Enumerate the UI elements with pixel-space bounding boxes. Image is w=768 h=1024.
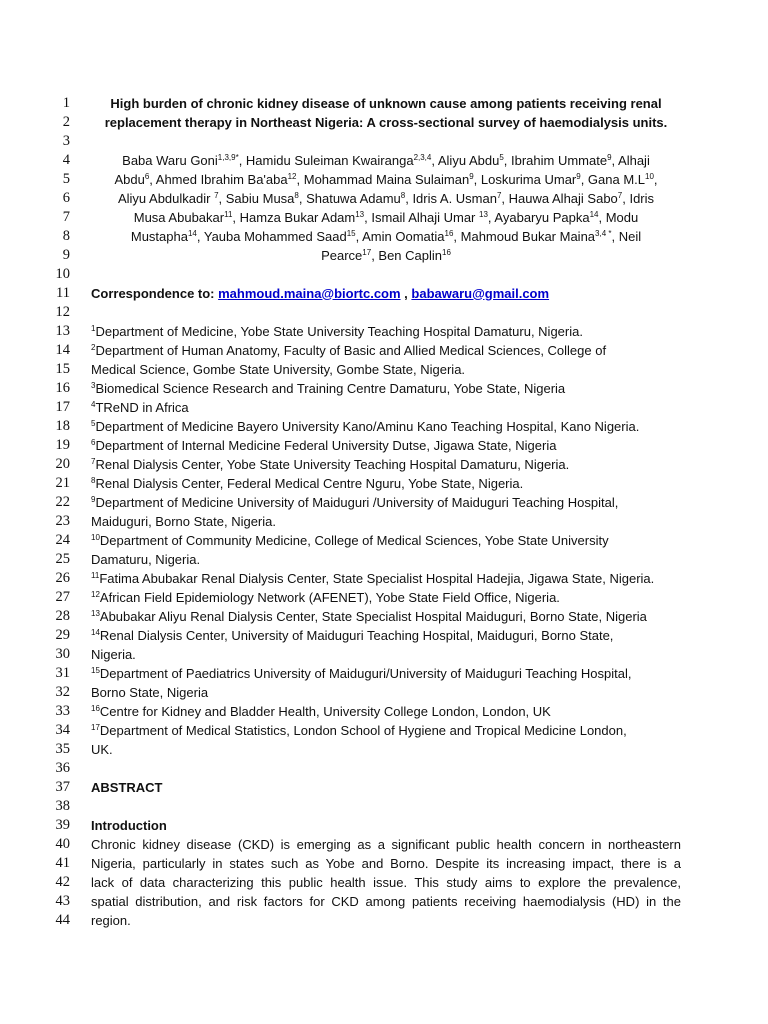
- line-number: 20: [55, 455, 70, 472]
- text-run: Nigeria.: [91, 646, 136, 662]
- line-text: [91, 208, 681, 227]
- line-number: 12: [55, 303, 70, 320]
- text-run: Pearce: [321, 247, 363, 263]
- line-number: 26: [55, 569, 70, 586]
- line-number: 31: [55, 664, 70, 681]
- line-text: [91, 379, 681, 398]
- line-text: [91, 512, 681, 531]
- text-run: Maiduguri, Borno State, Nigeria.: [91, 513, 276, 529]
- affiliation-superscript: 9: [576, 171, 581, 181]
- text-run: Musa Abubakar: [133, 209, 225, 225]
- line-number: 40: [55, 835, 70, 852]
- manuscript-line: [0, 379, 768, 398]
- text-run: Biomedical Science Research and Training Centre Damaturu, Yobe State, Nigeria: [95, 380, 566, 396]
- line-text: [91, 474, 681, 493]
- text-run: , Yauba Mohammed Saad: [196, 228, 347, 244]
- text-run: , Ismail Alhaji Umar: [364, 209, 480, 225]
- text-run: Chronic kidney disease (CKD) is emerging as a significant public health concern in northeastern: [91, 836, 681, 852]
- line-number: 34: [55, 721, 70, 738]
- affiliation-superscript: 8: [294, 190, 299, 200]
- manuscript-line: [0, 664, 768, 683]
- manuscript-line: [0, 132, 768, 151]
- manuscript-line: [0, 797, 768, 816]
- text-run: , Modu: [598, 209, 639, 225]
- text-run: Introduction: [91, 817, 167, 833]
- line-number: 24: [55, 531, 70, 548]
- line-number: 22: [55, 493, 70, 510]
- affiliation-superscript: 5: [91, 418, 96, 428]
- line-number: 41: [55, 854, 70, 871]
- manuscript-line: [0, 550, 768, 569]
- affiliation-superscript: 9: [91, 494, 96, 504]
- line-number: 39: [55, 816, 70, 833]
- line-number: 25: [55, 550, 70, 567]
- manuscript-line: [0, 569, 768, 588]
- line-text: [91, 607, 681, 626]
- text-run: Department of Human Anatomy, Faculty of Basic and Allied Medical Sciences, College of: [95, 342, 607, 358]
- line-text: [91, 550, 681, 569]
- line-text: [91, 588, 681, 607]
- line-number: 3: [62, 132, 70, 149]
- text-run: , Mohammad Maina Sulaiman: [296, 171, 470, 187]
- affiliation-superscript: 13: [355, 209, 365, 219]
- affiliation-superscript: 12: [287, 171, 297, 181]
- manuscript-line: [0, 702, 768, 721]
- text-run: Department of Medicine, Yobe State University Teaching Hospital Damaturu, Nigeria.: [95, 323, 583, 339]
- manuscript-line: [0, 151, 768, 170]
- line-number: 19: [55, 436, 70, 453]
- text-run: Abubakar Aliyu Renal Dialysis Center, State Specialist Hospital Maiduguri, Borno State, Nigeria: [99, 608, 647, 624]
- manuscript-line: [0, 493, 768, 512]
- text-run: Department of Community Medicine, College of Medical Sciences, Yobe State University: [99, 532, 609, 548]
- affiliation-superscript: 5: [499, 152, 504, 162]
- text-run: Medical Science, Gombe State University, Gombe State, Nigeria.: [91, 361, 466, 377]
- affiliation-superscript: 16: [444, 228, 454, 238]
- manuscript-line: [0, 436, 768, 455]
- manuscript-line: [0, 607, 768, 626]
- text-run: lack of data characterizing this public health issue. This study aims to explore the prevalence,: [91, 874, 681, 890]
- manuscript-line: [0, 208, 768, 227]
- affiliation-superscript: 14: [589, 209, 599, 219]
- text-run: , Neil: [611, 228, 642, 244]
- line-number: 15: [55, 360, 70, 377]
- manuscript-line: [0, 170, 768, 189]
- line-text: [91, 189, 681, 208]
- text-run: Department of Medicine University of Maiduguri /University of Maiduguri Teaching Hospital,: [95, 494, 619, 510]
- line-text: [91, 436, 681, 455]
- line-number: 11: [56, 284, 70, 301]
- line-number: 23: [55, 512, 70, 529]
- line-number: 21: [55, 474, 70, 491]
- affiliation-superscript: 3: [91, 380, 96, 390]
- affiliation-superscript: 10: [645, 171, 654, 181]
- manuscript-line: [0, 911, 768, 930]
- manuscript-line: [0, 759, 768, 778]
- manuscript-line: [0, 835, 768, 854]
- text-run: Baba Waru Goni: [122, 152, 218, 168]
- affiliation-superscript: 15: [346, 228, 356, 238]
- line-number: 2: [62, 113, 70, 130]
- line-number: 27: [55, 588, 70, 605]
- affiliation-superscript: 7: [496, 190, 502, 200]
- manuscript-line: [0, 341, 768, 360]
- text-run: Department of Medical Statistics, London School of Hygiene and Tropical Medicine London,: [99, 722, 627, 738]
- text-run: replacement therapy in Northeast Nigeria: A cross-sectional survey of haemodialysis units.: [104, 114, 668, 130]
- line-text: [91, 455, 681, 474]
- line-text: [91, 778, 681, 797]
- text-run: Aliyu Abdulkadir: [117, 190, 215, 206]
- affiliation-superscript: 4: [91, 399, 96, 409]
- text-run: , Idris A. Usman: [405, 190, 497, 206]
- line-number: 43: [55, 892, 70, 909]
- line-text: [91, 170, 681, 189]
- affiliation-superscript: 2,3,4: [413, 152, 432, 162]
- text-run: , Ahmed Ibrahim Ba'aba: [149, 171, 288, 187]
- text-run: Department of Internal Medicine Federal University Dutse, Jigawa State, Nigeria: [95, 437, 557, 453]
- affiliation-superscript: 6: [91, 437, 96, 447]
- text-run: , Hamza Bukar Adam: [232, 209, 356, 225]
- line-number: 5: [62, 170, 70, 187]
- line-text: [91, 227, 681, 246]
- text-run: Renal Dialysis Center, Federal Medical Centre Nguru, Yobe State, Nigeria.: [95, 475, 524, 491]
- line-text: [91, 645, 681, 664]
- affiliation-superscript: 9: [607, 152, 612, 162]
- line-text: [91, 816, 681, 835]
- line-number: 38: [55, 797, 70, 814]
- affiliation-superscript: 7: [91, 456, 96, 466]
- manuscript-line: [0, 683, 768, 702]
- line-text: [91, 702, 681, 721]
- line-number: 9: [62, 246, 70, 263]
- line-text: [91, 569, 681, 588]
- text-run: Department of Medicine Bayero University Kano/Aminu Kano Teaching Hospital, Kano Nigeria.: [95, 418, 640, 434]
- line-number: 30: [55, 645, 70, 662]
- line-number: 13: [55, 322, 70, 339]
- affiliation-superscript: 1: [91, 323, 96, 333]
- manuscript-line: [0, 512, 768, 531]
- text-run: Fatima Abubakar Renal Dialysis Center, State Specialist Hospital Hadejia, Jigawa State, Nigeria.: [99, 570, 655, 586]
- line-number: 10: [55, 265, 70, 282]
- text-run: Nigeria, particularly in states such as Yobe and Borno. Despite its increasing impact, there is a: [91, 855, 681, 871]
- line-number: 4: [62, 151, 70, 168]
- text-run: UK.: [91, 741, 113, 757]
- affiliation-superscript: 13: [479, 209, 488, 219]
- line-text: [91, 341, 681, 360]
- text-run: Damaturu, Nigeria.: [91, 551, 201, 567]
- text-run: Mustapha: [130, 228, 188, 244]
- manuscript-line: [0, 360, 768, 379]
- text-run: ,: [653, 171, 658, 187]
- text-run: Renal Dialysis Center, University of Maiduguri Teaching Hospital, Maiduguri, Borno State,: [99, 627, 614, 643]
- line-text: [91, 113, 681, 132]
- text-run: , Ben Caplin: [371, 247, 443, 263]
- text-run: region.: [91, 912, 131, 928]
- line-text: [91, 873, 681, 892]
- affiliation-superscript: 8: [400, 190, 406, 200]
- text-run: Department of Paediatrics University of Maiduguri/University of Maiduguri Teaching Hospital,: [99, 665, 632, 681]
- line-text: [91, 284, 681, 303]
- affiliation-superscript: 16: [442, 247, 451, 257]
- manuscript-line: [0, 284, 768, 303]
- affiliation-superscript: 1,3,9*: [217, 152, 239, 162]
- manuscript-line: [0, 417, 768, 436]
- affiliation-superscript: 3,4 *: [595, 228, 612, 238]
- line-number: 14: [55, 341, 70, 358]
- manuscript-line: [0, 778, 768, 797]
- text-run: spatial distribution, and risk factors for CKD among patients receiving haemodialysis (HD) in the: [91, 893, 681, 909]
- text-run: African Field Epidemiology Network (AFENET), Yobe State Field Office, Nigeria.: [99, 589, 560, 605]
- manuscript-line: [0, 740, 768, 759]
- line-number: 33: [55, 702, 70, 719]
- line-text: [91, 322, 681, 341]
- text-run: , Amin Oomatia: [355, 228, 445, 244]
- affiliation-superscript: 7: [617, 190, 623, 200]
- line-number: 44: [55, 911, 70, 928]
- line-text: [91, 360, 681, 379]
- manuscript-line: [0, 322, 768, 341]
- line-text: [91, 721, 681, 740]
- text-run: , Mahmoud Bukar Maina: [453, 228, 596, 244]
- affiliation-superscript: 7: [214, 190, 219, 200]
- text-run: ,: [400, 285, 412, 301]
- line-text: [91, 493, 681, 512]
- affiliation-superscript: 14: [91, 627, 100, 637]
- manuscript-line: [0, 474, 768, 493]
- affiliation-superscript: 11: [224, 209, 233, 219]
- manuscript-line: [0, 227, 768, 246]
- manuscript-line: [0, 626, 768, 645]
- text-run: Renal Dialysis Center, Yobe State University Teaching Hospital Damaturu, Nigeria.: [95, 456, 570, 472]
- line-number: 32: [55, 683, 70, 700]
- manuscript-line: [0, 854, 768, 873]
- line-text: [91, 911, 681, 930]
- text-run: High burden of chronic kidney disease of unknown cause among patients receiving renal: [110, 95, 662, 111]
- text-run: , Shatuwa Adamu: [298, 190, 401, 206]
- manuscript-line: [0, 531, 768, 550]
- affiliation-superscript: 11: [91, 570, 100, 580]
- line-number: 7: [62, 208, 70, 225]
- manuscript-line: [0, 189, 768, 208]
- line-text: [91, 835, 681, 854]
- line-text: [91, 531, 681, 550]
- manuscript-line: [0, 892, 768, 911]
- line-text: [91, 94, 681, 113]
- affiliation-superscript: 9: [469, 171, 474, 181]
- line-text: [91, 398, 681, 417]
- line-number: 1: [62, 94, 70, 111]
- affiliation-superscript: 14: [187, 228, 197, 238]
- line-number: 37: [55, 778, 70, 795]
- text-run: Correspondence to:: [91, 285, 219, 301]
- line-text: [91, 246, 681, 265]
- text-run: , Aliyu Abdu: [431, 152, 500, 168]
- line-number: 17: [55, 398, 70, 415]
- line-text: [91, 417, 681, 436]
- email-link[interactable]: babawaru@gmail.com: [411, 285, 550, 301]
- line-number: 6: [62, 189, 70, 206]
- manuscript-line: [0, 873, 768, 892]
- affiliation-superscript: 10: [91, 532, 100, 542]
- text-run: ABSTRACT: [91, 779, 163, 795]
- affiliation-superscript: 16: [91, 703, 100, 713]
- line-number: 42: [55, 873, 70, 890]
- manuscript-line: [0, 588, 768, 607]
- affiliation-superscript: 15: [91, 665, 100, 675]
- line-number: 8: [62, 227, 70, 244]
- text-run: , Ayabaryu Papka: [487, 209, 590, 225]
- manuscript-line: [0, 265, 768, 284]
- text-run: , Hamidu Suleiman Kwairanga: [238, 152, 414, 168]
- line-text: [91, 626, 681, 645]
- line-text: [91, 683, 681, 702]
- manuscript-line: [0, 246, 768, 265]
- line-text: [91, 892, 681, 911]
- line-number: 36: [55, 759, 70, 776]
- line-number: 35: [55, 740, 70, 757]
- text-run: , Alhaji: [611, 152, 650, 168]
- manuscript-line: [0, 398, 768, 417]
- text-run: Centre for Kidney and Bladder Health, University College London, London, UK: [99, 703, 551, 719]
- affiliation-superscript: 17: [91, 722, 100, 732]
- text-run: Borno State, Nigeria: [91, 684, 209, 700]
- text-run: TReND in Africa: [95, 399, 189, 415]
- affiliation-superscript: 13: [91, 608, 100, 618]
- line-number: 29: [55, 626, 70, 643]
- affiliation-superscript: 12: [91, 589, 100, 599]
- line-text: [91, 740, 681, 759]
- text-run: Abdu: [114, 171, 145, 187]
- line-number: 18: [55, 417, 70, 434]
- manuscript-line: [0, 94, 768, 113]
- affiliation-superscript: 2: [91, 342, 96, 352]
- manuscript-line: [0, 721, 768, 740]
- manuscript-line: [0, 645, 768, 664]
- text-run: , Ibrahim Ummate: [503, 152, 608, 168]
- affiliation-superscript: 6: [144, 171, 150, 181]
- text-run: , Idris: [622, 190, 655, 206]
- line-text: [91, 664, 681, 683]
- line-text: [91, 151, 681, 170]
- affiliation-superscript: 8: [91, 475, 96, 485]
- line-number: 28: [55, 607, 70, 624]
- line-text: [91, 854, 681, 873]
- line-number: 16: [55, 379, 70, 396]
- text-run: , Sabiu Musa: [218, 190, 295, 206]
- manuscript-line: [0, 303, 768, 322]
- affiliation-superscript: 17: [362, 247, 372, 257]
- text-run: , Gana M.L: [580, 171, 646, 187]
- manuscript-line: [0, 455, 768, 474]
- text-run: , Loskurima Umar: [473, 171, 577, 187]
- manuscript-line: [0, 113, 768, 132]
- text-run: , Hauwa Alhaji Sabo: [501, 190, 618, 206]
- manuscript-line: [0, 816, 768, 835]
- email-link[interactable]: mahmoud.maina@biortc.com: [218, 285, 401, 301]
